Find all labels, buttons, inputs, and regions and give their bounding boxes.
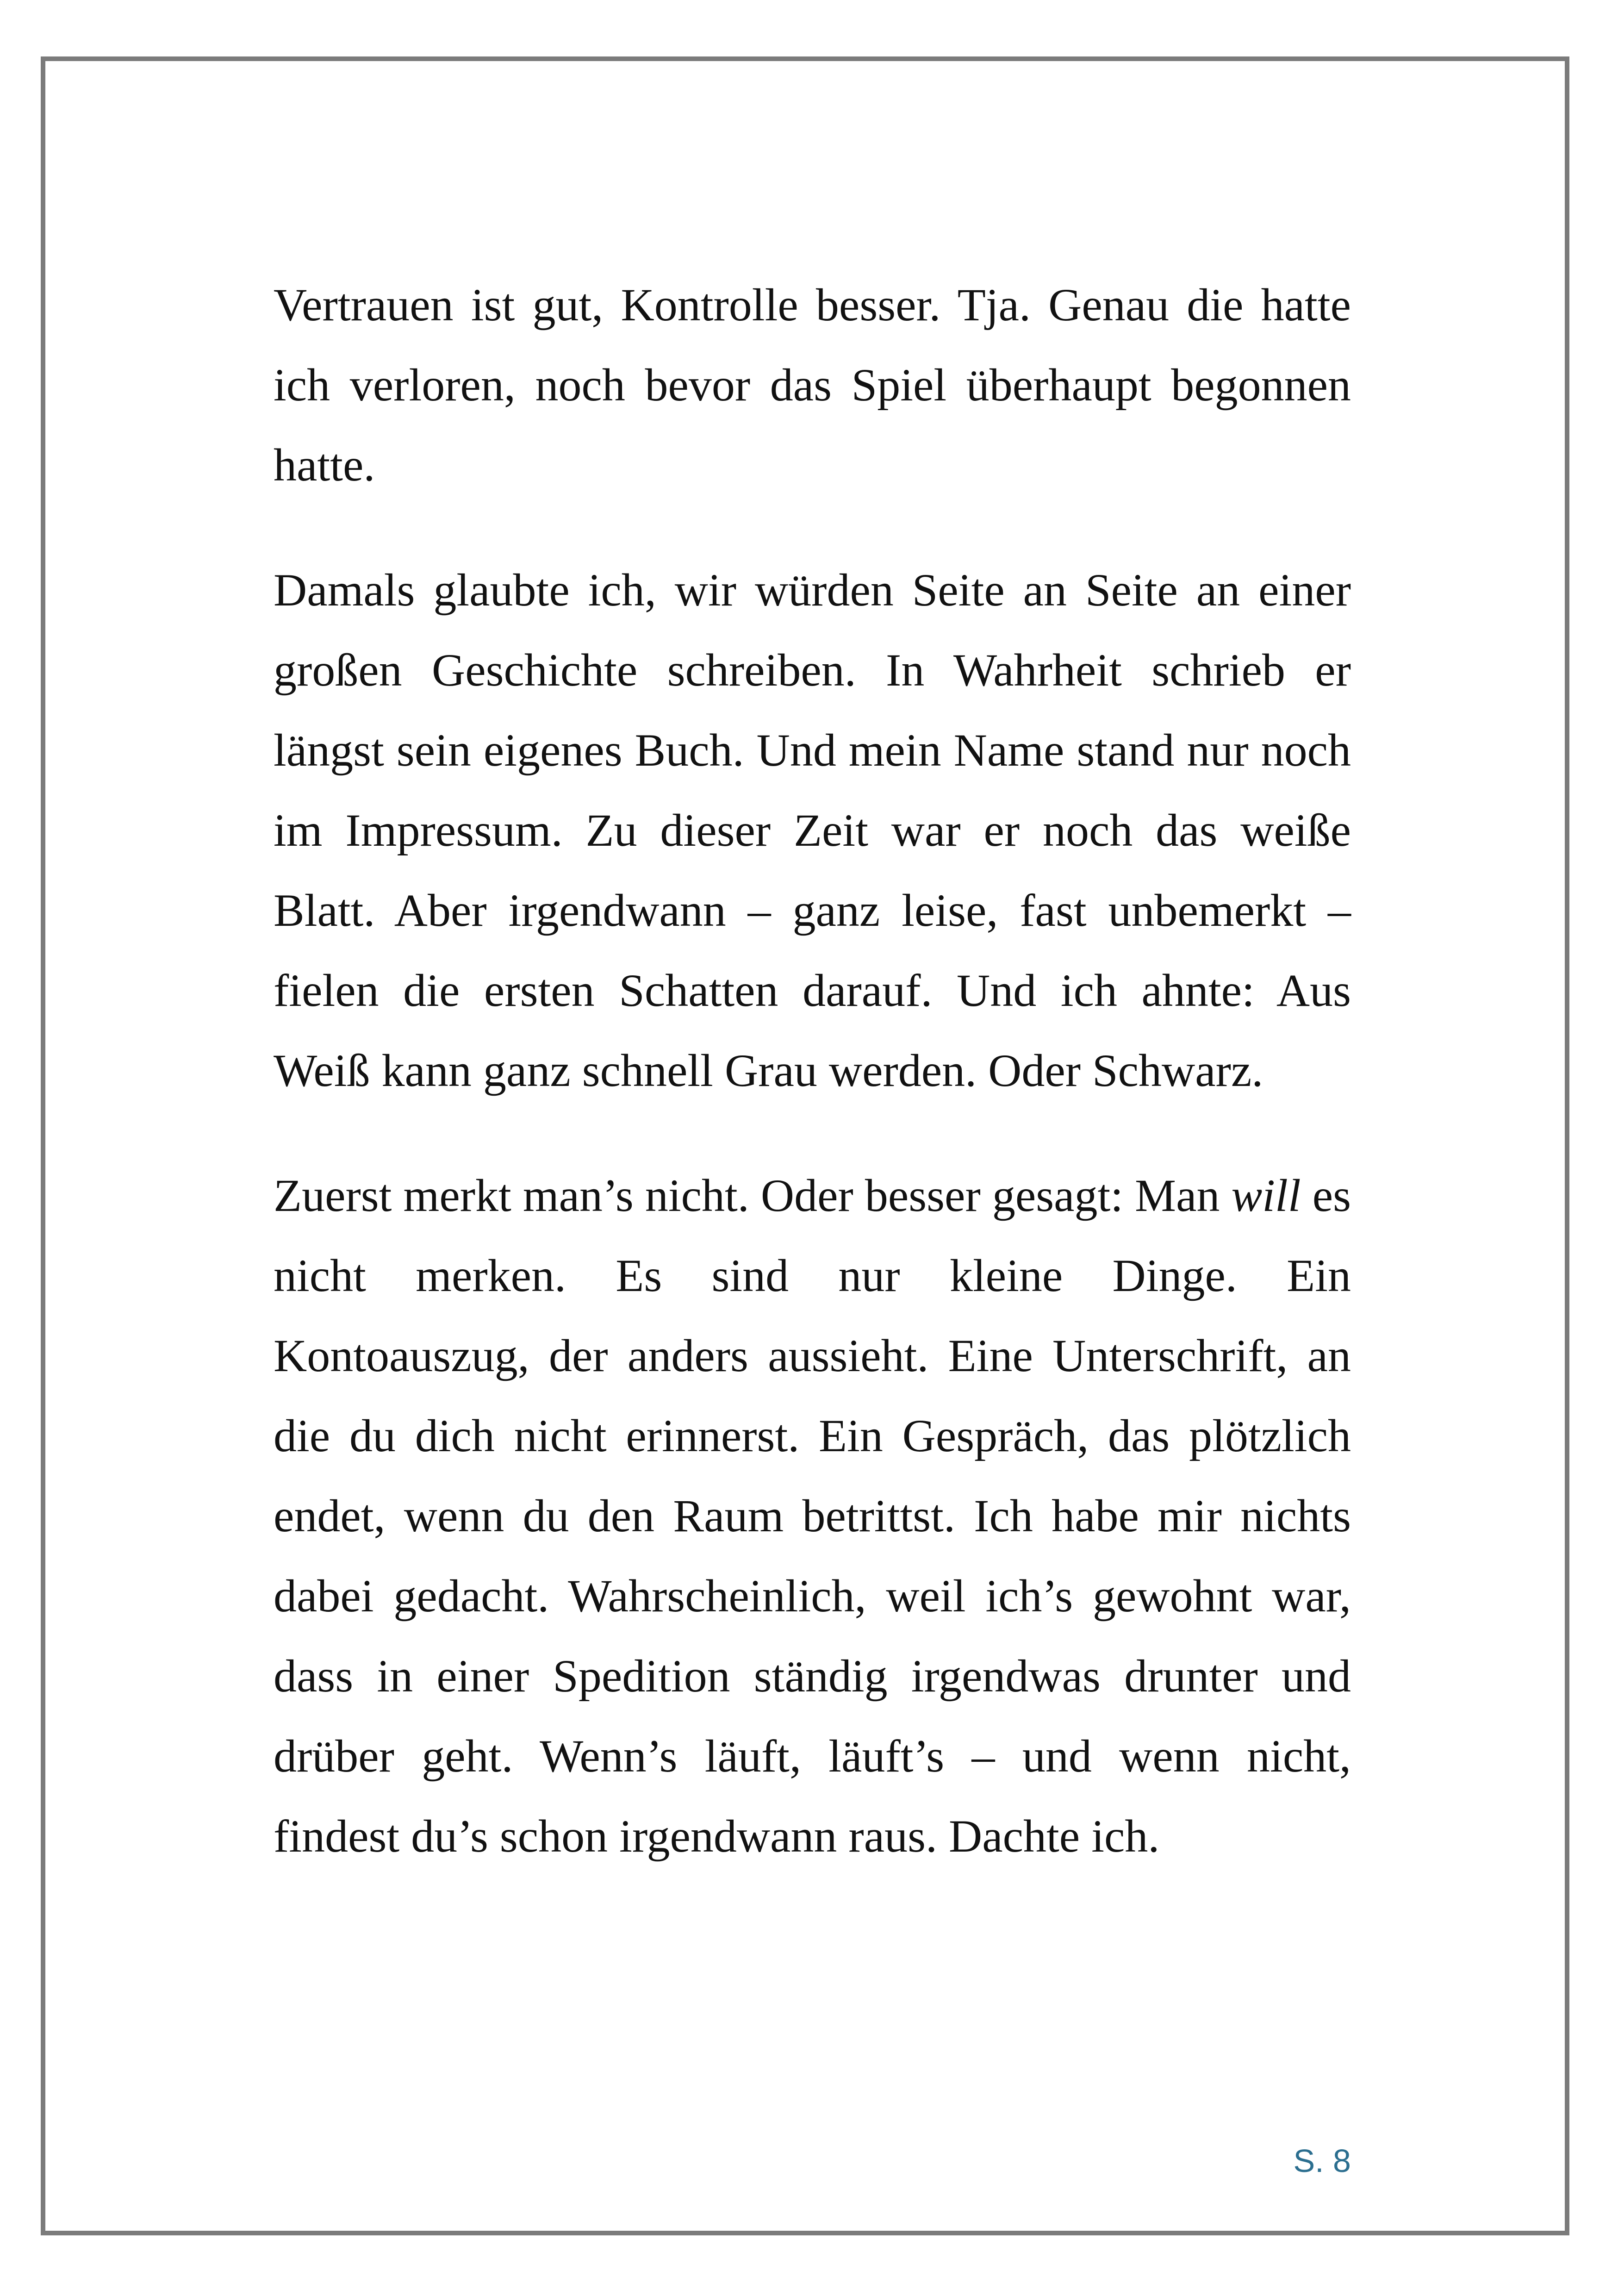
paragraph-2: Damals glaubte ich, wir würden Seite an Seite an einer großen Geschichte schreiben. In Wahrheit schrieb er längst sein eigenes Buch. Und mein Name stand nur noch im Impressum. Zu dieser Zeit war er noch das weiße Blatt. Aber irgendwann – ganz leise, fast unbemerkt – fielen die ersten Schatten darauf. Und ich ahnte: Aus Weiß kann ganz schnell Grau werden. Oder Schwarz. (274, 564, 1351, 1096)
paragraph-3-text-end: es nicht merken. Es sind nur kleine Dinge. Ein Kontoauszug, der anders aussieht. Eine Unterschrift, an die du dich nicht erinnerst. Ein Gespräch, das plötzlich endet, wenn du den Raum betrittst. Ich habe mir nichts dabei gedacht. Wahrscheinlich, weil ich’s gewohnt war, dass in einer Spedition ständig irgendwas drunter und drüber geht. Wenn’s läuft, läuft’s – und wenn nicht, findest du’s schon irgendwann raus. Dachte ich. (274, 1170, 1351, 1862)
paragraph-1: Vertrauen ist gut, Kontrolle besser. Tja. Genau die hatte ich verloren, noch bevor das Spiel überhaupt begonnen hatte. (274, 279, 1351, 491)
paragraph-3 (274, 1155, 1351, 1876)
page-number: S. 8 (1293, 2143, 1351, 2179)
body-text (274, 265, 1351, 1876)
emphasized-word: will (1231, 1170, 1301, 1221)
paragraph-3-text-start: Zuerst merkt man’s nicht. Oder besser gesagt: Man (274, 1170, 1232, 1221)
